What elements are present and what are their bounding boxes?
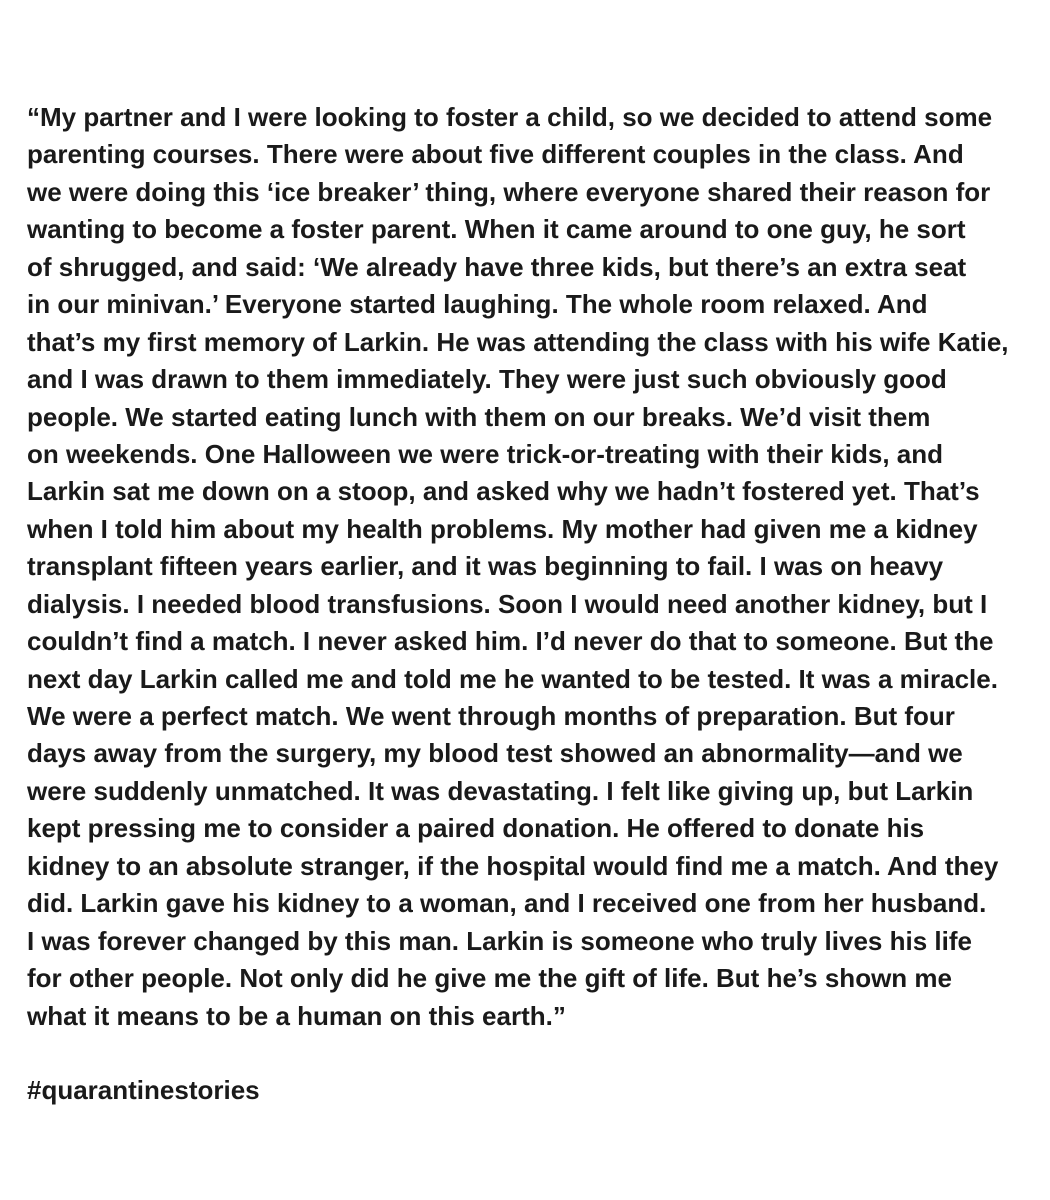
story-line: wanting to become a foster parent. When it came around to one guy, he sort xyxy=(27,214,966,245)
story-line: when I told him about my health problems. My mother had given me a kidney xyxy=(27,513,978,544)
story-line: kept pressing me to consider a paired donation. He offered to donate his xyxy=(27,813,925,844)
story-line: kidney to an absolute stranger, if the hospital would find me a match. And they xyxy=(27,850,999,881)
story-line: days away from the surgery, my blood test showed an abnormality—and we xyxy=(27,738,963,769)
story-line: dialysis. I needed blood transfusions. Soon I would need another kidney, but I xyxy=(27,588,988,619)
story-line: did. Larkin gave his kidney to a woman, and I received one from her husband. xyxy=(27,888,987,919)
story-line: next day Larkin called me and told me he wanted to be tested. It was a miracle. xyxy=(27,663,998,694)
story-line: transplant fifteen years earlier, and it was beginning to fail. I was on heavy xyxy=(27,551,944,582)
story-text xyxy=(27,99,1027,1035)
story-line: what it means to be a human on this earth.” xyxy=(27,1000,566,1031)
story-line: were suddenly unmatched. It was devastating. I felt like giving up, but Larkin xyxy=(27,775,974,806)
story-line: for other people. Not only did he give me the gift of life. But he’s shown me xyxy=(27,963,952,994)
story-line: on weekends. One Halloween we were trick-or-treating with their kids, and xyxy=(27,438,943,469)
story-line: in our minivan.’ Everyone started laughing. The whole room relaxed. And xyxy=(27,289,928,320)
story-line: “My partner and I were looking to foster a child, so we decided to attend some xyxy=(27,102,993,132)
story-line: couldn’t find a match. I never asked him. I’d never do that to someone. But the xyxy=(27,626,994,657)
story-line: I was forever changed by this man. Larkin is someone who truly lives his life xyxy=(27,925,972,956)
story-line: that’s my first memory of Larkin. He was attending the class with his wife Katie, xyxy=(27,326,1009,357)
story-line: parenting courses. There were about five different couples in the class. And xyxy=(27,139,964,170)
story-line: and I was drawn to them immediately. They were just such obviously good xyxy=(27,364,947,395)
story-line: of shrugged, and said: ‘We already have three kids, but there’s an extra seat xyxy=(27,251,967,282)
story-line: we were doing this ‘ice breaker’ thing, where everyone shared their reason for xyxy=(27,176,991,207)
story-line: people. We started eating lunch with them on our breaks. We’d visit them xyxy=(27,401,931,432)
story-line: We were a perfect match. We went through months of preparation. But four xyxy=(27,701,955,731)
hashtag: #quarantinestories xyxy=(27,1075,260,1105)
story-line: Larkin sat me down on a stoop, and asked why we hadn’t fostered yet. That’s xyxy=(27,476,980,507)
